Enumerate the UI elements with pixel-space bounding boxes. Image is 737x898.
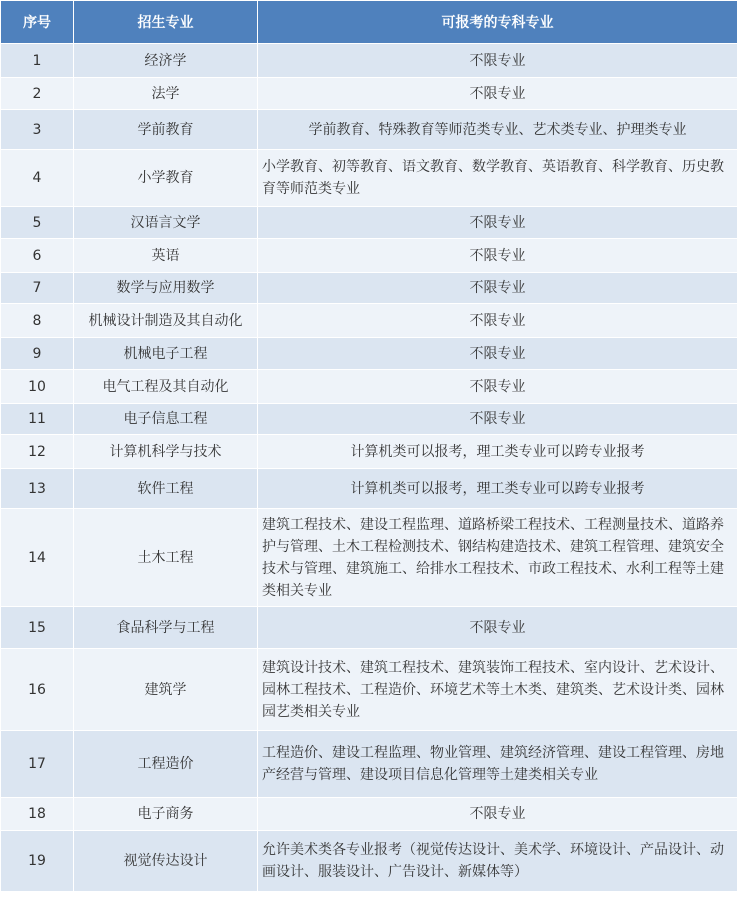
table-row [1,731,737,798]
row-number: 4 [1,150,74,207]
row-requirement: 建筑设计技术、建筑工程技术、建筑装饰工程技术、室内设计、艺术设计、园林工程技术、工程造价、环境艺术等土木类、建筑类、艺术设计类、园林园艺类相关专业 [258,649,737,731]
row-requirement: 不限专业 [258,404,737,435]
row-requirement: 不限专业 [258,273,737,304]
row-requirement: 不限专业 [258,607,737,649]
table-row [1,338,737,370]
row-requirement: 不限专业 [258,44,737,78]
table-row [1,44,737,78]
table-row [1,404,737,435]
row-major: 食品科学与工程 [74,607,258,649]
table-row [1,273,737,304]
row-major: 视觉传达设计 [74,831,258,892]
row-major: 机械电子工程 [74,338,258,370]
table-row [1,798,737,831]
row-major: 电子信息工程 [74,404,258,435]
row-requirement: 不限专业 [258,239,737,273]
row-major: 建筑学 [74,649,258,731]
row-requirement: 建筑工程技术、建设工程监理、道路桥梁工程技术、工程测量技术、道路养护与管理、土木工程检测技术、钢结构建造技术、建筑工程管理、建筑安全技术与管理、建筑施工、给排水工程技术、市政工程技术、水利工程等土建类相关专业 [258,509,737,607]
row-number: 19 [1,831,74,892]
row-requirement: 不限专业 [258,798,737,831]
row-requirement: 学前教育、特殊教育等师范类专业、艺术类专业、护理类专业 [258,110,737,150]
table-row [1,435,737,469]
row-number: 14 [1,509,74,607]
row-major: 汉语言文学 [74,207,258,239]
header-major: 招生专业 [74,1,258,44]
row-number: 6 [1,239,74,273]
row-requirement: 允许美术类各专业报考（视觉传达设计、美术学、环境设计、产品设计、动画设计、服装设计、广告设计、新媒体等） [258,831,737,892]
table-row [1,78,737,110]
row-major: 小学教育 [74,150,258,207]
row-number: 16 [1,649,74,731]
row-number: 1 [1,44,74,78]
row-number: 2 [1,78,74,110]
row-number: 10 [1,370,74,404]
row-requirement: 小学教育、初等教育、语文教育、数学教育、英语教育、科学教育、历史教育等师范类专业 [258,150,737,207]
row-number: 9 [1,338,74,370]
table-row [1,469,737,509]
row-requirement: 不限专业 [258,338,737,370]
table-row [1,304,737,338]
row-major: 学前教育 [74,110,258,150]
table-row [1,831,737,892]
row-number: 15 [1,607,74,649]
row-major: 计算机科学与技术 [74,435,258,469]
table-header-row [1,1,737,44]
row-number: 17 [1,731,74,798]
row-requirement: 计算机类可以报考，理工类专业可以跨专业报考 [258,435,737,469]
row-major: 数学与应用数学 [74,273,258,304]
row-number: 18 [1,798,74,831]
row-major: 土木工程 [74,509,258,607]
row-number: 5 [1,207,74,239]
table-row [1,649,737,731]
row-number: 3 [1,110,74,150]
row-number: 7 [1,273,74,304]
row-number: 12 [1,435,74,469]
table-row [1,370,737,404]
row-major: 法学 [74,78,258,110]
row-major: 英语 [74,239,258,273]
row-requirement: 不限专业 [258,78,737,110]
row-number: 13 [1,469,74,509]
table-row [1,607,737,649]
table-row [1,509,737,607]
table-row [1,207,737,239]
row-major: 经济学 [74,44,258,78]
row-major: 电气工程及其自动化 [74,370,258,404]
row-requirement: 不限专业 [258,207,737,239]
header-number: 序号 [1,1,74,44]
row-major: 机械设计制造及其自动化 [74,304,258,338]
row-number: 8 [1,304,74,338]
row-requirement: 计算机类可以报考，理工类专业可以跨专业报考 [258,469,737,509]
row-major: 工程造价 [74,731,258,798]
row-requirement: 工程造价、建设工程监理、物业管理、建筑经济管理、建设工程管理、房地产经营与管理、建设项目信息化管理等土建类相关专业 [258,731,737,798]
row-major: 软件工程 [74,469,258,509]
row-requirement: 不限专业 [258,370,737,404]
row-major: 电子商务 [74,798,258,831]
table-row [1,150,737,207]
table-row [1,110,737,150]
row-requirement: 不限专业 [258,304,737,338]
row-number: 11 [1,404,74,435]
header-requirement: 可报考的专科专业 [258,1,737,44]
table-row [1,239,737,273]
